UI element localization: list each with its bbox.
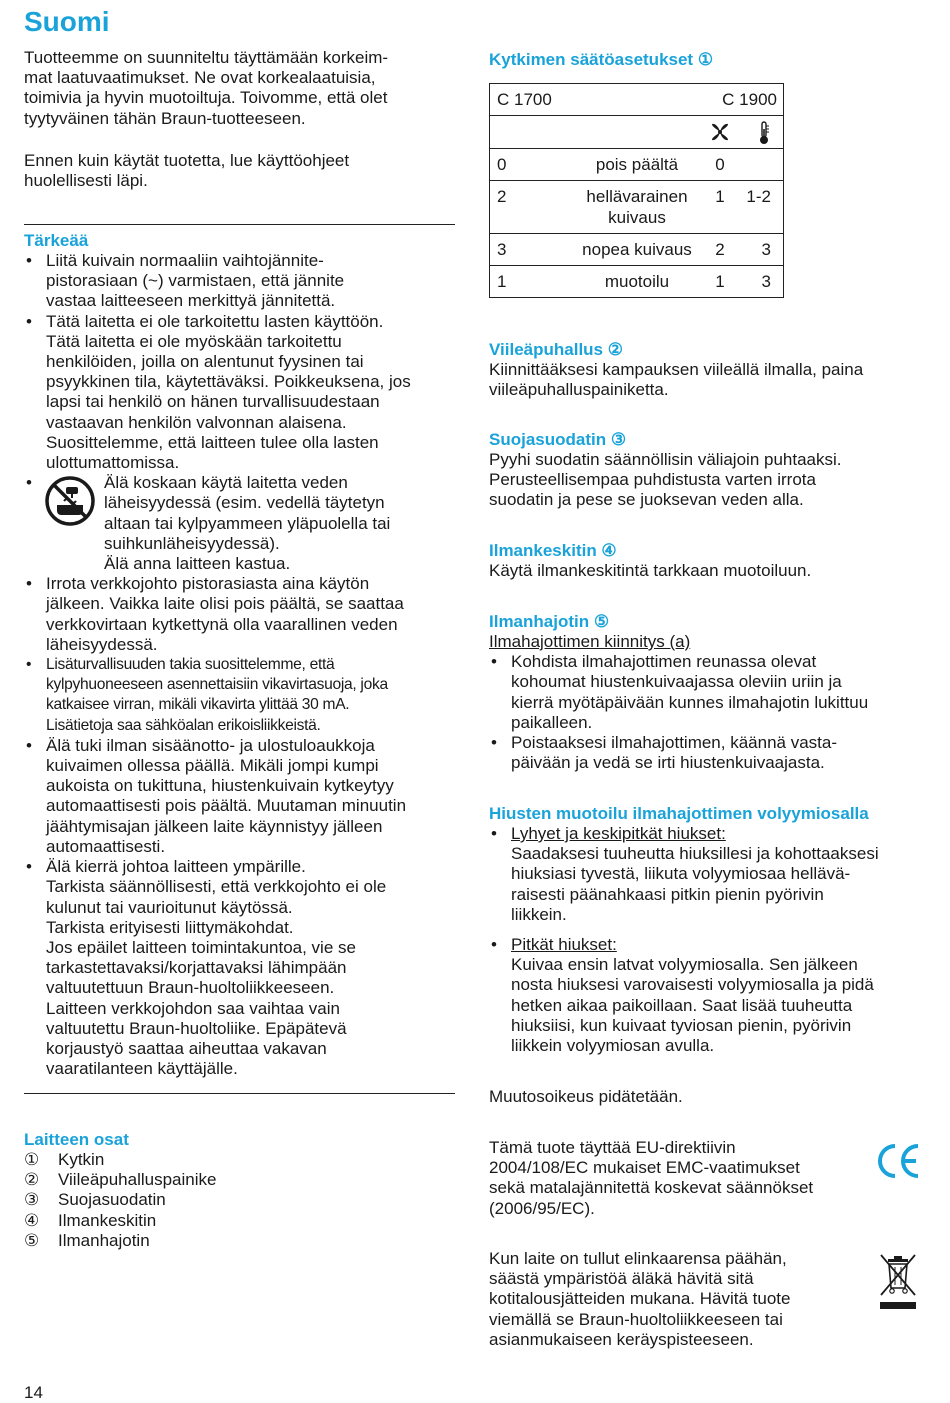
parts-number: ③ [24, 1190, 40, 1210]
setting-label: hellävarainen kuivaus [586, 187, 688, 227]
list-item: • Älä tuki ilman sisäänotto- ja ulostuloaukkoja kuivaimen ollessa päällä. Mikäli jompi kumpi aukoista on tukittuna, hiustenkuivain kytkeytyy automaattisesti pois päältä. Muutaman minuutin jäähtymisajan jälkeen laite käynnistyy jälleen automaattisesti. [24, 736, 456, 857]
cool-shot-text: Kiinnittääksesi kampauksen viileällä ilmalla, paina viileäpuhalluspainiketta. [489, 360, 864, 400]
setting-label: nopea kuivaus [582, 239, 692, 259]
short-hair-text: Saadaksesi tuuheutta hiuksillesi ja kohottaaksesi hiuksiasi tyvestä, liikuta volyymiosaa hellävä- raisesti päänahkaasi pitkin pienin pyörivin liikkein. [511, 844, 879, 924]
switch-icons-row [490, 116, 783, 148]
list-item: • Kohdista ilmahajottimen reunassa olevat kohoumat hiustenkuivaajassa oleviin uriin ja kierrä myötäpäivään kunnes ilmahajotin lukittuu paikalleen. [489, 652, 929, 733]
parts-heading: Laitteen osat [24, 1130, 129, 1149]
disposal-text: Kun laite on tullut elinkaarensa päähän, säästä ympäristöä äläkä hävitä sitä kotitalousjätteiden mukana. Hävitä tuote viemällä se Braun-huoltoliikkeeseen tai asianmukaiseen keräyspisteeseen. [489, 1249, 791, 1349]
cool-shot-heading: Viileäpuhallus ② [489, 340, 623, 359]
crossed-bin-icon [878, 1253, 918, 1311]
no-water-icon [44, 475, 96, 527]
fan-icon [707, 121, 733, 150]
switch-setting-row [490, 234, 783, 265]
parts-item [24, 1190, 456, 1210]
water-warning-text: Älä koskaan käytä laitetta veden läheisyydessä (esim. vedellä täytetyn altaan tai kylpyammeen yläpuolella tai suihkunläheisyydessä). Älä anna laitteen kastua. [104, 473, 391, 574]
c1700-value: 3 [497, 239, 507, 259]
parts-number: ④ [24, 1210, 40, 1230]
parts-number: ① [24, 1150, 40, 1169]
thermometer-icon [733, 121, 771, 150]
eu-compliance-text: Tämä tuote täyttää EU-direktiivin 2004/108/EC mukaiset EMC-vaatimukset sekä matalajännitettä koskevat säännökset (2006/95/EC). [489, 1138, 814, 1218]
temp-value: 1-2 [746, 187, 771, 207]
parts-item [24, 1211, 456, 1231]
temp-value: 3 [761, 239, 771, 259]
parts-number: ⑤ [24, 1230, 40, 1250]
switch-settings-table [489, 83, 784, 298]
switch-setting-row [490, 149, 783, 180]
diffuser-section [489, 612, 929, 773]
filter-text: Pyyhi suodatin säännöllisin väliajoin puhtaaksi. Perusteellisempaa puhdistusta varten irrota suodatin ja pese se juoksevan veden alla. [489, 450, 842, 510]
list-item: • Liitä kuivain normaaliin vaihtojännite- pistorasiaan (~) varmistaen, että jännite vastaa laitteeseen merkittyä jännitettä. [24, 251, 456, 312]
parts-number: ② [24, 1170, 40, 1190]
concentrator-text: Käytä ilmankeskitintä tarkkaan muotoiluun. [489, 561, 812, 580]
important-heading: Tärkeää [24, 231, 89, 250]
parts-label: Ilmankeskitin [58, 1210, 157, 1230]
concentrator-heading: Ilmankeskitin ④ [489, 541, 617, 560]
diffuser-heading: Ilmanhajotin ⑤ [489, 612, 610, 631]
temp-value: 3 [761, 272, 771, 292]
changes-reserved-text: Muutosoikeus pidätetään. [489, 1087, 683, 1106]
list-item: • Lisäturvallisuuden takia suosittelemme, että kylpyhuoneeseen asennettaisiin vikavirtasuoja, joka katkaisee virran, mikäli vikavirta ylittää 30 mA. Lisätietoja saa sähköalan erikoisliikkeistä. [24, 655, 456, 736]
section-divider [24, 224, 455, 225]
list-item-short-hair [489, 824, 934, 925]
model-c1900: C 1900 [722, 90, 777, 109]
setting-label: muotoilu [604, 272, 670, 292]
short-hair-label: • Lyhyet ja keskipitkät hiukset: [511, 824, 726, 843]
parts-label: Suojasuodatin [58, 1190, 166, 1210]
temp-value [733, 155, 771, 175]
list-item-water-warning [24, 473, 456, 574]
c1700-value: 1 [497, 272, 507, 292]
page-number: 14 [24, 1383, 43, 1402]
parts-item [24, 1170, 456, 1190]
list-item: • Älä kierrä johtoa laitteen ympärille. Tarkista säännöllisesti, että verkkojohto ei ole kulunut tai vaurioitunut käytössä. Tarkista erityisesti liittymäkohdat. Jos epäilet laitteen toimintakuntoa, vie se tarkastettavaksi/korjattavaksi lähimpään valtuutettuun Braun-huoltoliikkeeseen. Laitteen verkkojohdon saa vaihtaa vain valtuutettu Braun-huoltoliike. Epäpätevä korjaustyö saattaa aiheuttaa vakavan vaaratilanteen käyttäjälle. [24, 857, 456, 1079]
long-hair-label: • Pitkät hiukset: [511, 935, 617, 955]
diffuser-subheading: Ilmahajottimen kiinnitys (a) [489, 632, 691, 651]
parts-label: Viileäpuhalluspainike [58, 1170, 217, 1190]
c1700-value: 0 [497, 155, 507, 175]
parts-item [24, 1150, 456, 1170]
styling-list [489, 824, 934, 1056]
parts-section [24, 1130, 456, 1251]
c1700-value: 2 [497, 187, 507, 207]
styling-section [489, 804, 934, 1056]
switch-setting-row [490, 266, 783, 297]
fan-value: 0 [715, 155, 725, 175]
fan-value: 1 [715, 272, 725, 292]
page-title: Suomi [24, 6, 110, 37]
fan-value: 1 [715, 187, 725, 207]
intro-paragraph: Tuotteemme on suunniteltu täyttämään korkeim- mat laatuvaatimukset. Ne ovat korkealaatuisia, toimivia ja hyvin muotoiltuja. Toivomme, että olet tyytyväinen tähän Braun-tuotteeseen. [24, 48, 389, 128]
model-c1700: C 1700 [497, 90, 552, 109]
switch-models-row [490, 84, 783, 115]
parts-label: Ilmanhajotin [58, 1230, 150, 1250]
switch-setting-row [490, 181, 783, 232]
list-item: • Poistaaksesi ilmahajottimen, käännä vasta- päivään ja vedä se irti hiustenkuivaajasta. [489, 733, 929, 773]
setting-label: pois päältä [595, 155, 679, 175]
list-item: • Tätä laitetta ei ole tarkoitettu lasten käyttöön. Tätä laitetta ei ole myöskään tarkoitettu henkilöiden, joilla on alentunut fyysinen tai psyykkinen tila, käytettäväksi. Poikkeuksena, jos lapsi tai henkilö on hänen turvallisuudestaan vastaavan henkilön valvonnan alaisena. Suosittelemme, että laitteen tulee olla lasten ulottumattomissa. [24, 312, 456, 474]
filter-section [489, 430, 929, 511]
cool-shot-section [489, 340, 929, 400]
read-instructions-paragraph: Ennen kuin käytät tuotetta, lue käyttöohjeet huolellisesti läpi. [24, 151, 350, 191]
long-hair-text: Kuivaa ensin latvat volyymiosalla. Sen jälkeen nosta hiuksesi varovaisesti volyymiosalla ja pidä hetken aikaa paikoillaan. Saat lisää tuuheutta hiuksiisi, kun kuivaat tyviosan pienin, pyörivin liikkein volyymiosan avulla. [511, 955, 874, 1056]
switch-settings-heading: Kytkimen säätöasetukset ① [489, 50, 714, 69]
section-divider [24, 1093, 455, 1094]
styling-heading: Hiusten muotoilu ilmahajottimen volyymiosalla [489, 804, 869, 823]
filter-heading: Suojasuodatin ③ [489, 430, 627, 449]
important-list [24, 251, 456, 1079]
fan-value: 2 [715, 239, 725, 259]
list-item-long-hair [489, 935, 934, 1056]
concentrator-section [489, 541, 929, 581]
diffuser-list [489, 652, 929, 773]
parts-label: Kytkin [58, 1150, 105, 1169]
list-item: • Irrota verkkojohto pistorasiasta aina käytön jälkeen. Vaikka laite olisi pois päältä, se saattaa verkkovirtaan kytkettynä olla vaarallinen veden läheisyydessä. [24, 574, 456, 655]
important-section [24, 231, 456, 1079]
parts-item [24, 1231, 456, 1251]
ce-mark-icon [876, 1141, 920, 1181]
